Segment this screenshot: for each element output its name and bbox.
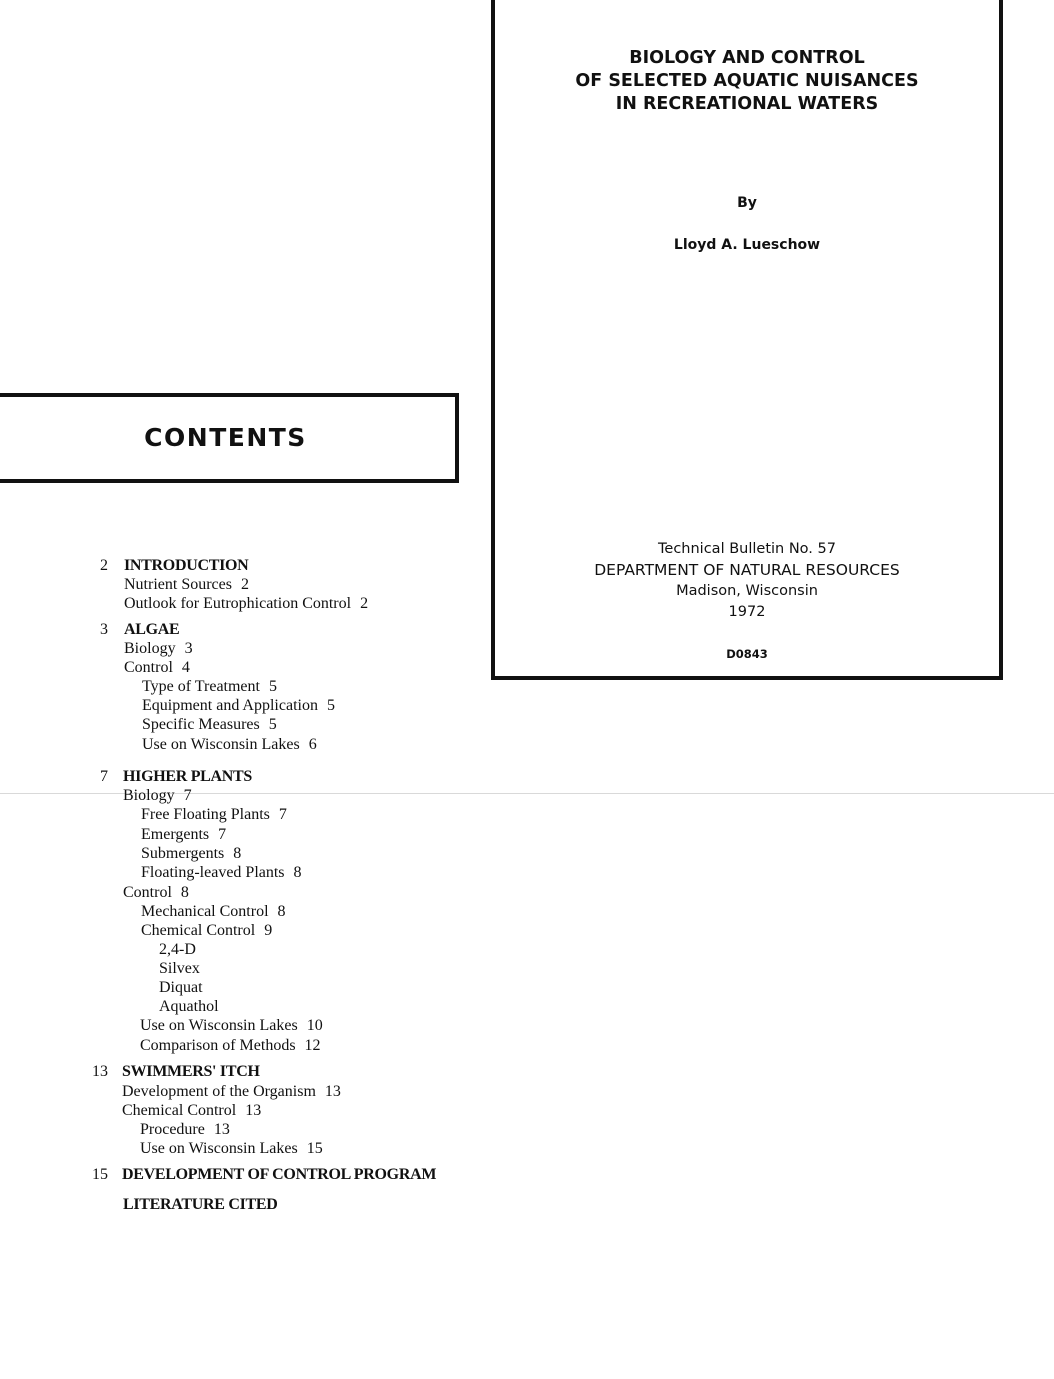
publication-location: Madison, Wisconsin xyxy=(676,583,818,599)
toc-entry[interactable] xyxy=(122,1082,341,1101)
publication-year: 1972 xyxy=(728,604,766,620)
toc-entry-label: Free Floating Plants xyxy=(141,806,270,823)
toc-entry[interactable] xyxy=(140,1036,321,1055)
toc-entry-page: 6 xyxy=(308,736,317,753)
toc-entry[interactable] xyxy=(142,735,317,754)
toc-entry[interactable] xyxy=(140,1139,323,1158)
toc-entry-page: 8 xyxy=(277,903,286,920)
toc-entry[interactable] xyxy=(142,696,335,715)
toc-entry[interactable] xyxy=(122,1101,261,1120)
toc-section-label: DEVELOPMENT OF CONTROL PROGRAM xyxy=(122,1166,437,1183)
toc-section-label: ALGAE xyxy=(124,621,180,638)
toc-entry-label: Chemical Control xyxy=(122,1102,237,1119)
toc-entry[interactable] xyxy=(124,639,193,658)
toc-entry[interactable] xyxy=(123,883,189,902)
toc-section-page: 2 xyxy=(100,557,108,574)
toc-entry[interactable] xyxy=(123,786,192,805)
toc-entry-page: 10 xyxy=(306,1017,323,1034)
toc-entry-label: Chemical Control xyxy=(141,922,256,939)
title-page-frame xyxy=(491,0,1003,680)
toc-entry-page: 2 xyxy=(240,576,249,593)
toc-entry[interactable] xyxy=(141,921,272,940)
toc-entry-page: 8 xyxy=(233,845,242,862)
toc-entry-page: 8 xyxy=(180,884,189,901)
toc-entry-label: Procedure xyxy=(140,1121,205,1138)
toc-entry[interactable] xyxy=(141,902,286,921)
toc-section-label: INTRODUCTION xyxy=(124,557,249,574)
toc-entry-label: Type of Treatment xyxy=(142,678,260,695)
toc-entry-label: Aquathol xyxy=(159,998,219,1015)
toc-entry-label: Mechanical Control xyxy=(141,903,269,920)
toc-section-page: 7 xyxy=(100,768,108,785)
toc-entry-label: Outlook for Eutrophication Control xyxy=(124,595,352,612)
toc-entry-page: 13 xyxy=(213,1121,230,1138)
toc-entry[interactable] xyxy=(159,940,196,959)
toc-entry[interactable] xyxy=(159,959,200,978)
toc-entry[interactable] xyxy=(141,805,287,824)
toc-entry[interactable] xyxy=(124,594,368,613)
toc-entry-label: Submergents xyxy=(141,845,225,862)
toc-section-title[interactable] xyxy=(122,1062,260,1081)
toc-section-title[interactable] xyxy=(123,1195,278,1214)
toc-entry-page: 2 xyxy=(360,595,369,612)
toc-entry-page: 9 xyxy=(264,922,273,939)
toc-section-label: LITERATURE CITED xyxy=(123,1196,278,1213)
department-name: DEPARTMENT OF NATURAL RESOURCES xyxy=(594,561,900,579)
toc-entry[interactable] xyxy=(142,677,277,696)
toc-entry-label: Control xyxy=(124,659,173,676)
toc-entry-page: 4 xyxy=(181,659,190,676)
toc-section-page: 13 xyxy=(92,1063,108,1080)
toc-entry[interactable] xyxy=(140,1120,230,1139)
toc-entry-label: Comparison of Methods xyxy=(140,1037,296,1054)
toc-section-page: 15 xyxy=(92,1166,108,1183)
toc-section-label: HIGHER PLANTS xyxy=(123,768,253,785)
toc-entry-label: Use on Wisconsin Lakes xyxy=(140,1140,298,1157)
toc-entry-label: 2,4-D xyxy=(159,941,196,958)
toc-section-page: 3 xyxy=(100,621,108,638)
toc-entry-label: Development of the Organism xyxy=(122,1083,316,1100)
author-name: Lloyd A. Lueschow xyxy=(673,237,821,253)
toc-entry[interactable] xyxy=(141,825,226,844)
toc-entry-page: 7 xyxy=(218,826,227,843)
toc-entry[interactable] xyxy=(124,658,190,677)
toc-entry-page: 15 xyxy=(306,1140,323,1157)
toc-entry-label: Biology xyxy=(124,640,176,657)
toc-section-label: SWIMMERS' ITCH xyxy=(122,1063,260,1080)
toc-entry-label: Equipment and Application xyxy=(142,697,318,714)
toc-section-title[interactable] xyxy=(124,620,179,639)
toc-entry-label: Use on Wisconsin Lakes xyxy=(142,736,300,753)
toc-entry-page: 12 xyxy=(304,1037,321,1054)
by-line: By xyxy=(737,195,757,211)
toc-entry-page: 13 xyxy=(324,1083,341,1100)
toc-entry[interactable] xyxy=(159,978,203,997)
toc-section-title[interactable] xyxy=(124,556,248,575)
toc-entry-page: 8 xyxy=(293,864,302,881)
toc-entry-label: Control xyxy=(123,884,172,901)
toc-entry-page: 7 xyxy=(183,787,192,804)
toc-entry-page: 7 xyxy=(278,806,287,823)
toc-entry-page: 5 xyxy=(268,678,277,695)
toc-entry-label: Biology xyxy=(123,787,175,804)
toc-entry[interactable] xyxy=(159,997,219,1016)
toc-entry-label: Nutrient Sources xyxy=(124,576,232,593)
title-line: OF SELECTED AQUATIC NUISANCES xyxy=(575,71,919,91)
toc-entry[interactable] xyxy=(141,844,241,863)
toc-entry-label: Floating-leaved Plants xyxy=(141,864,285,881)
toc-entry[interactable] xyxy=(142,715,277,734)
title-line: IN RECREATIONAL WATERS xyxy=(615,94,879,114)
toc-entry-label: Silvex xyxy=(159,960,200,977)
document-code: D0843 xyxy=(726,647,768,661)
publication-info xyxy=(495,539,999,623)
toc-entry-page: 13 xyxy=(245,1102,262,1119)
toc-entry-label: Use on Wisconsin Lakes xyxy=(140,1017,298,1034)
contents-heading-frame xyxy=(0,393,459,483)
toc-entry-page: 3 xyxy=(184,640,193,657)
bulletin-number: Technical Bulletin No. 57 xyxy=(658,541,836,557)
toc-entry[interactable] xyxy=(124,575,249,594)
toc-section-title[interactable] xyxy=(123,767,252,786)
toc-entry[interactable] xyxy=(140,1016,323,1035)
toc-entry-label: Emergents xyxy=(141,826,210,843)
title-line: BIOLOGY AND CONTROL xyxy=(629,48,865,68)
document-title xyxy=(495,47,999,116)
toc-entry[interactable] xyxy=(141,863,302,882)
toc-section-title[interactable] xyxy=(122,1165,436,1184)
toc-entry-label: Diquat xyxy=(159,979,203,996)
toc-entry-page: 5 xyxy=(268,716,277,733)
contents-heading: CONTENTS xyxy=(144,423,307,452)
toc-entry-page: 5 xyxy=(326,697,335,714)
toc-entry-label: Specific Measures xyxy=(142,716,260,733)
